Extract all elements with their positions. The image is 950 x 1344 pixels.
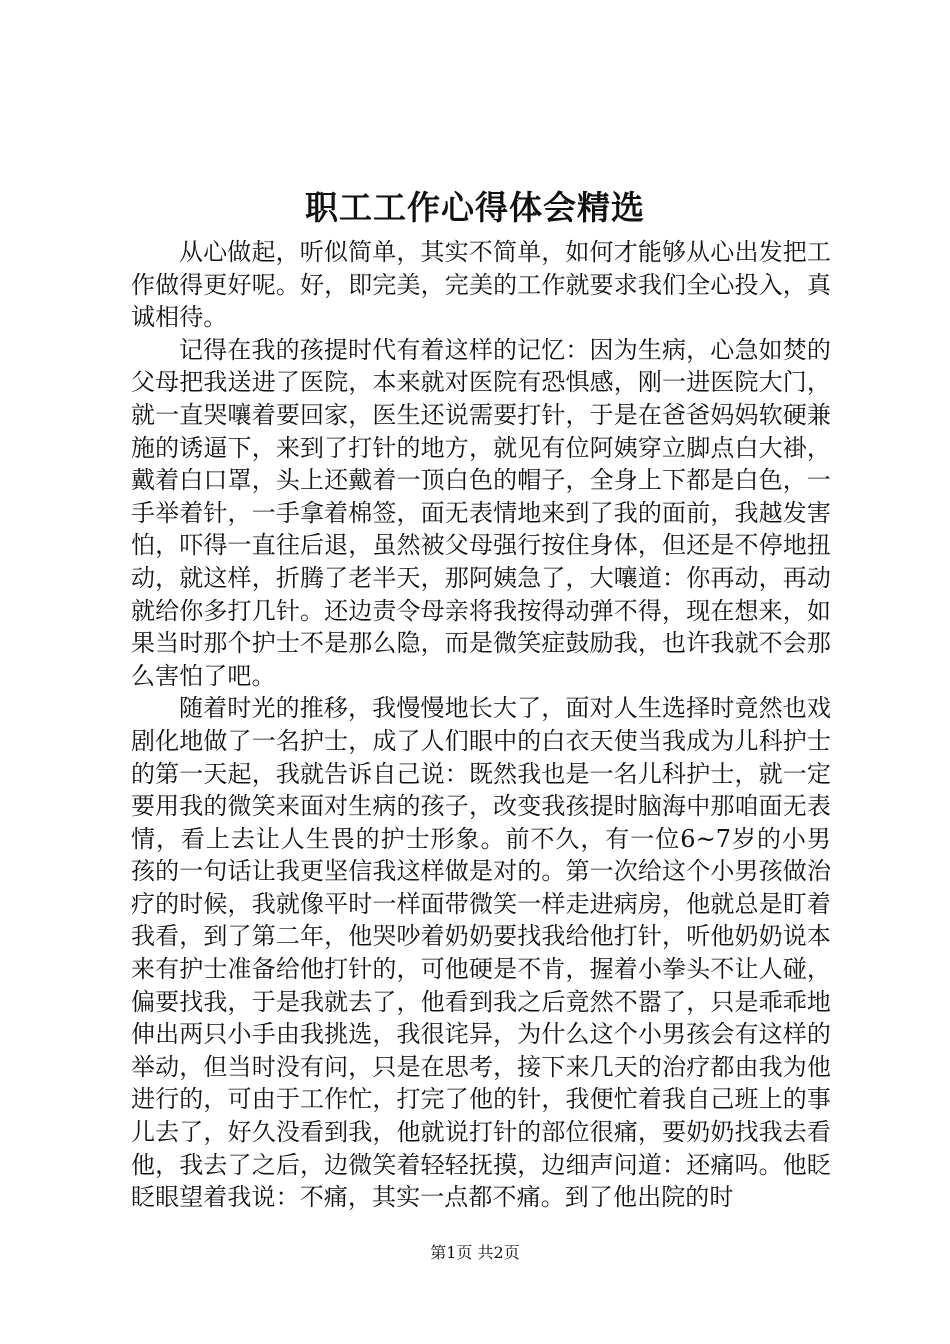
page-footer: 第1页 共2页 [430, 1243, 520, 1262]
paragraph-1: 从心做起，听似简单，其实不简单，如何才能够从心出发把工作做得更好呢。好，即完美，完美的工作就要求我们全心投入，真诚相待。 [131, 238, 831, 332]
document-title: 职工工作心得体会精选 [305, 188, 645, 227]
paragraph-2: 记得在我的孩提时代有着这样的记忆：因为生病，心急如焚的父母把我送进了医院，本来就对医院有恐惧感，刚一进医院大门，就一直哭嚷着要回家，医生还说需要打针，于是在爸爸妈妈软硬兼施的诱逼下，来到了打针的地方，就见有位阿姨穿立脚点白大褂，戴着白口罩，头上还戴着一顶白色的帽子，全身上下都是白色，一手举着针，一手拿着棉签，面无表情地来到了我的面前，我越发害怕，吓得一直往后退，虽然被父母强行按住身体，但还是不停地扭动，就这样，折腾了老半天，那阿姨急了，大嚷道：你再动，再动就给你多打几针。还边责令母亲将我按得动弹不得，现在想来，如果当时那个护士不是那么隐，而是微笑症鼓励我，也许我就不会那么害怕了吧。 [131, 335, 831, 690]
paragraph-3: 随着时光的推移，我慢慢地长大了，面对人生选择时竟然也戏剧化地做了一名护士，成了人们眼中的白衣天使当我成为儿科护士的第一天起，我就告诉自己说：既然我也是一名儿科护士，就一定要用我的微笑来面对生病的孩子，改变我孩提时脑海中那咱面无表情，看上去让人生畏的护士形象。前不久，有一位6~7岁的小男孩的一句话让我更坚信我这样做是对的。第一次给这个小男孩做治疗的时候，我就像平时一样面带微笑一样走进病房，他就总是盯着我看，到了第二年，他哭吵着奶奶要找我给他打针，听他奶奶说本来有护士准备给他打针的，可他硬是不肯，握着小拳头不让人碰，偏要找我，于是我就去了，他看到我之后竟然不嚣了，只是乖乖地伸出两只小手由我挑选，我很诧异，为什么这个小男孩会有这样的举动，但当时没有问，只是在思考，接下来几天的治疗都由我为他进行的，可由于工作忙，打完了他的针，我便忙着我自己班上的事儿去了，好久没看到我，他就说打针的部位很痛，要奶奶找我去看他，我去了之后，边微笑着轻轻抚摸，边细声问道：还痛吗。他眨眨眼望着我说：不痛，其实一点都不痛。到了他出院的时 [131, 694, 831, 1212]
document-body [131, 236, 831, 1214]
